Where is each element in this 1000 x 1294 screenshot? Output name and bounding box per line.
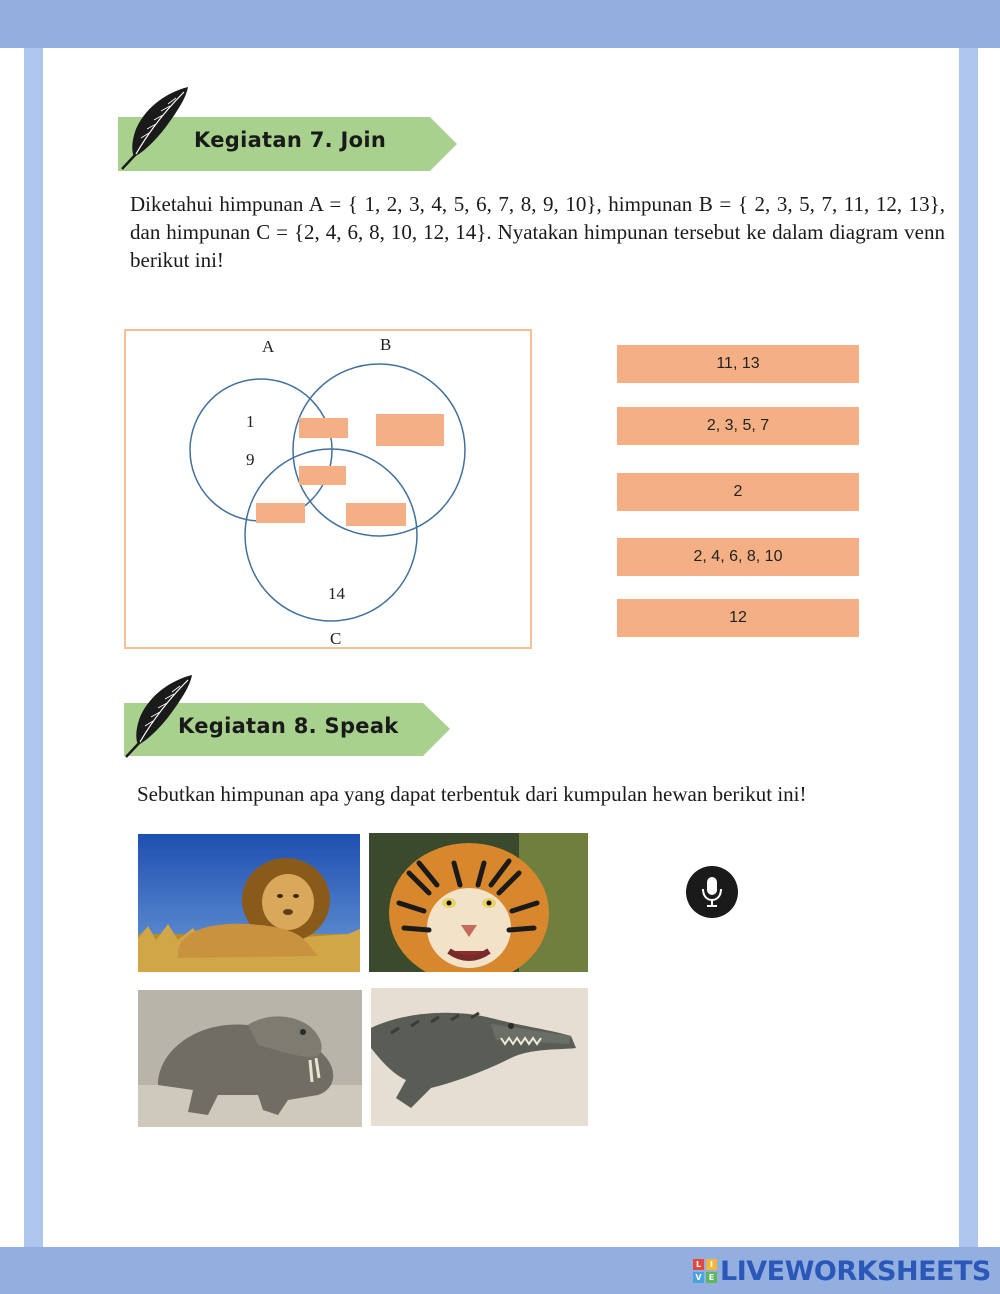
venn-label-b: B	[380, 335, 392, 354]
activity8-title: Kegiatan 8. Speak	[178, 714, 399, 738]
drop-zone-b-only[interactable]	[376, 414, 444, 446]
venn-diagram	[124, 329, 544, 659]
venn-value-a2: 9	[246, 450, 255, 469]
drop-zone-a-b-c[interactable]	[299, 466, 346, 485]
option-5[interactable]: 12	[617, 599, 859, 637]
right-frame-bar	[959, 48, 978, 1247]
lion-image	[138, 834, 360, 972]
venn-value-c: 14	[328, 584, 345, 603]
option-3[interactable]: 2	[617, 473, 859, 511]
microphone-button[interactable]	[686, 866, 738, 918]
logo-squares-icon: L I V E	[693, 1259, 717, 1283]
activity7-instruction: Diketahui himpunan A = { 1, 2, 3, 4, 5, 6, 7, 8, 9, 10}, himpunan B = { 2, 3, 5, 7, 11, 12, 13}, dan himpunan C = {2, 4, 6, 8, 10, 12, 14}. Nyatakan himpunan tersebut ke dalam diagram venn berikut ini!	[130, 192, 945, 272]
drop-zone-a-and-c[interactable]	[256, 503, 305, 523]
komodo-image	[138, 990, 362, 1127]
venn-label-a: A	[262, 337, 275, 356]
microphone-icon	[699, 875, 725, 909]
activity7-title: Kegiatan 7. Join	[194, 128, 387, 152]
left-frame-bar	[24, 48, 43, 1247]
activity8-instruction: Sebutkan himpunan apa yang dapat terbentuk dari kumpulan hewan berikut ini!	[137, 782, 807, 806]
drop-zone-a-and-b[interactable]	[299, 418, 348, 438]
option-1[interactable]: 11, 13	[617, 345, 859, 383]
venn-value-a1: 1	[246, 412, 255, 431]
activity7-banner	[112, 84, 462, 174]
circle-a	[190, 379, 332, 521]
venn-label-c: C	[330, 629, 342, 648]
tiger-image	[369, 833, 588, 972]
logo-text: LIVEWORKSHEETS	[720, 1255, 991, 1287]
option-2[interactable]: 2, 3, 5, 7	[617, 407, 859, 445]
crocodile-image	[371, 988, 588, 1126]
liveworksheets-logo	[693, 1253, 991, 1289]
top-frame-bar	[0, 0, 1000, 48]
option-4[interactable]: 2, 4, 6, 8, 10	[617, 538, 859, 576]
activity8-banner	[118, 672, 458, 760]
drop-zone-b-and-c[interactable]	[346, 503, 406, 526]
feather-icon	[116, 84, 196, 170]
